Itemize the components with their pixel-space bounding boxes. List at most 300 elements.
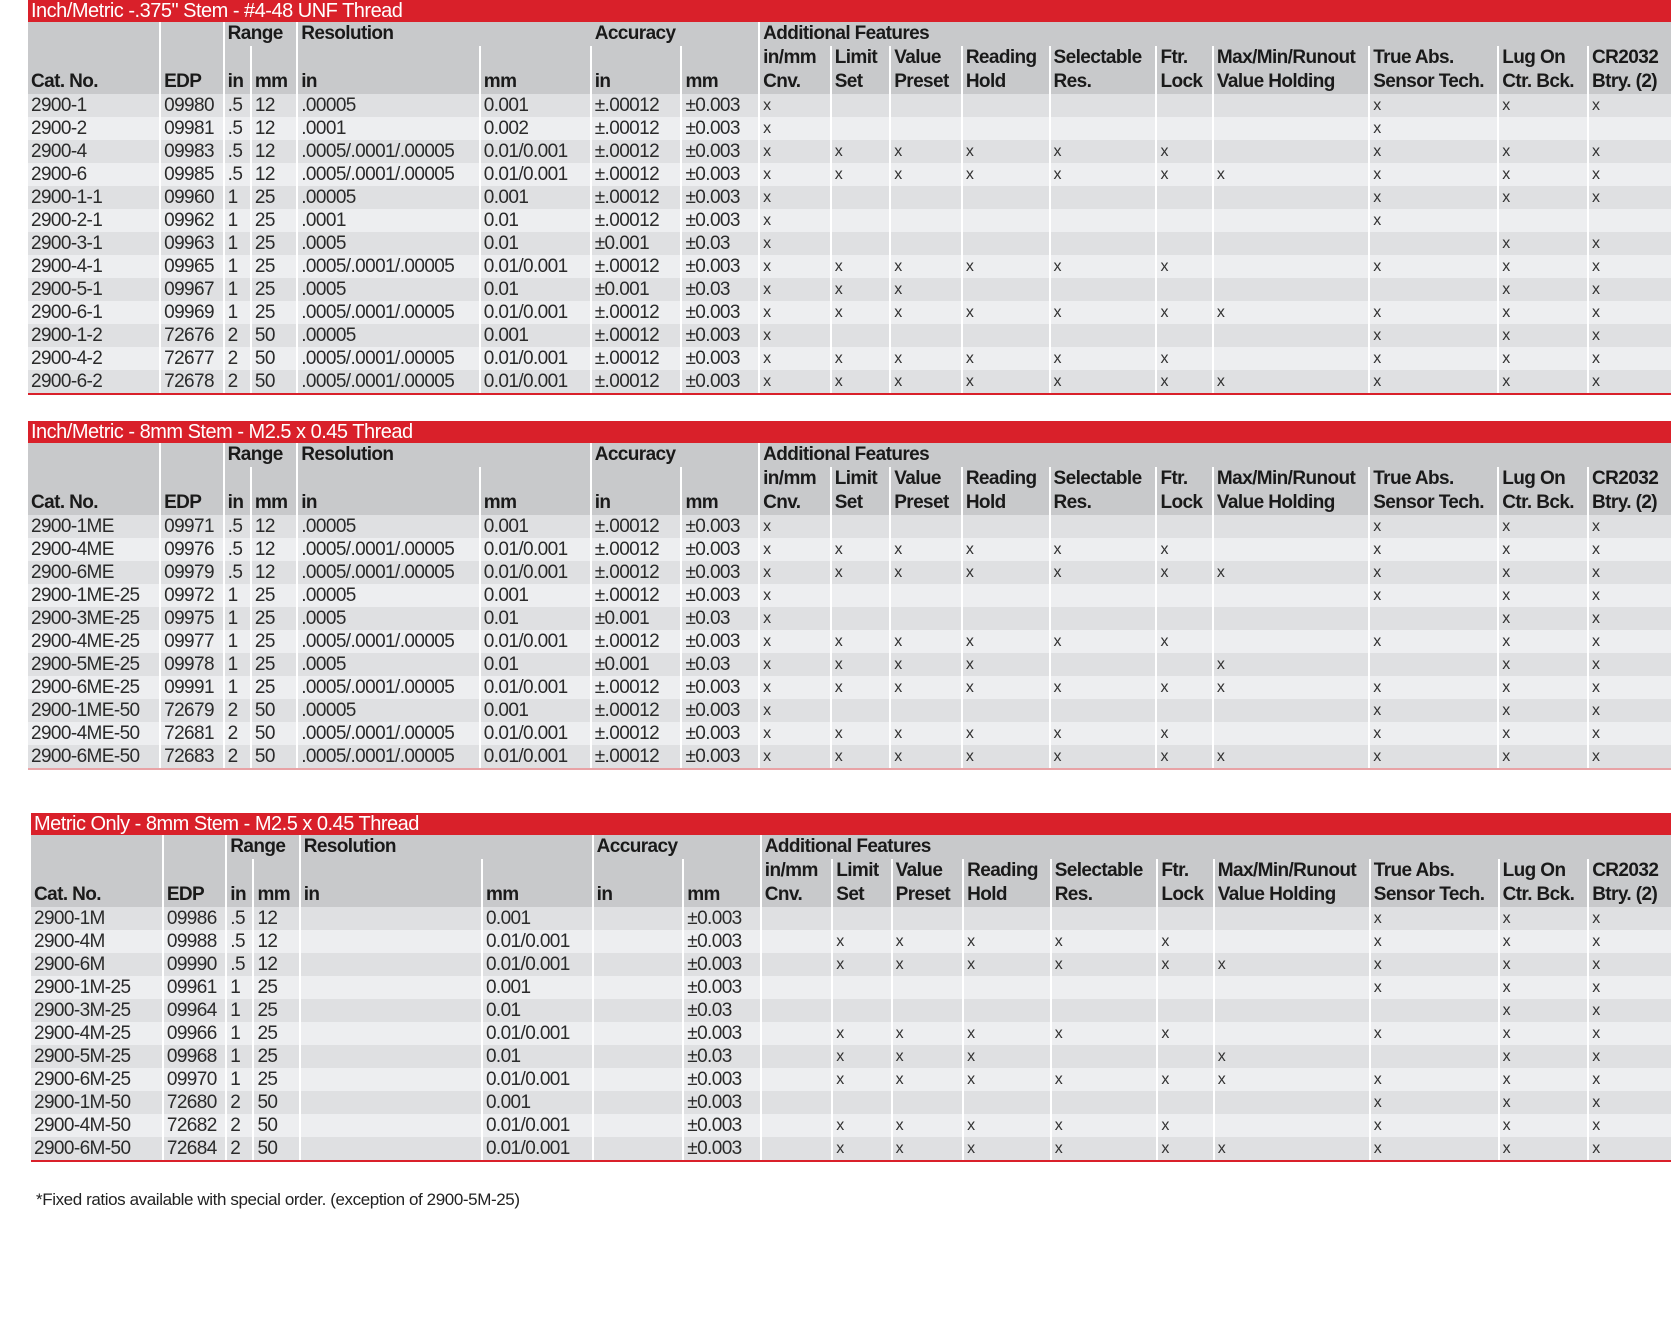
resolution-mm-cell: 0.01/0.001 (480, 301, 591, 324)
feature-limit-set-cell (832, 907, 891, 930)
range-mm-cell: 25 (253, 1022, 299, 1045)
accuracy-mm-cell: ±0.003 (681, 538, 759, 561)
range-in-cell: 1 (224, 607, 251, 630)
feature-lug-on-ctr-bck-cell: x (1498, 538, 1588, 561)
header-limit-set-line1: Limit (831, 46, 891, 70)
feature-reading-hold-cell (963, 907, 1051, 930)
header-blank (160, 467, 224, 491)
resolution-in-cell (300, 999, 482, 1022)
resolution-in-cell: .00005 (297, 94, 480, 117)
feature-reading-hold-cell: x (962, 370, 1050, 393)
feature-ftr-lock-cell (1157, 999, 1213, 1022)
table-row (28, 301, 1671, 324)
header-resolution-in: in (297, 70, 480, 94)
feature-true-abs-sensor-cell (1370, 1045, 1499, 1068)
feature-limit-set-cell (831, 186, 891, 209)
range-in-cell: .5 (224, 538, 251, 561)
header-ftr-lock-line1: Ftr. (1156, 46, 1212, 70)
feature-value-preset-cell: x (892, 1137, 963, 1160)
edp-cell: 72682 (163, 1114, 226, 1137)
section-inch-metric-375-stem (28, 0, 1671, 395)
table-row (31, 907, 1671, 930)
cat-no-cell: 2900-5-1 (28, 278, 160, 301)
edp-cell: 09977 (160, 630, 224, 653)
resolution-mm-cell: 0.001 (482, 1091, 593, 1114)
accuracy-in-cell: ±.00012 (591, 699, 682, 722)
header-blank (160, 46, 224, 70)
feature-max-min-runout-cell: x (1214, 1137, 1370, 1160)
edp-cell: 72680 (163, 1091, 226, 1114)
range-in-cell: 1 (224, 676, 251, 699)
feature-cr2032-btry-cell: x (1588, 745, 1671, 768)
header-resolution: Resolution (300, 835, 593, 859)
feature-selectable-res-cell (1051, 1091, 1158, 1114)
feature-cr2032-btry-cell: x (1588, 370, 1671, 393)
resolution-mm-cell: 0.01/0.001 (480, 140, 591, 163)
range-in-cell: 2 (224, 347, 251, 370)
feature-limit-set-cell: x (831, 278, 891, 301)
header-ftr-lock-line2: Lock (1157, 883, 1213, 907)
feature-reading-hold-cell (962, 94, 1050, 117)
feature-lug-on-ctr-bck-cell: x (1498, 630, 1588, 653)
header-max-min-runout-line2: Value Holding (1214, 883, 1370, 907)
range-in-cell: 1 (226, 976, 253, 999)
feature-selectable-res-cell: x (1050, 745, 1157, 768)
table-row (31, 1068, 1671, 1091)
feature-ftr-lock-cell: x (1157, 1137, 1213, 1160)
feature-value-preset-cell (892, 999, 963, 1022)
header-cat-no: Cat. No. (31, 883, 163, 907)
accuracy-mm-cell: ±0.003 (681, 324, 759, 347)
header-range-in: in (226, 883, 253, 907)
range-in-cell: .5 (224, 163, 251, 186)
feature-lug-on-ctr-bck-cell: x (1499, 1022, 1589, 1045)
accuracy-mm-cell: ±0.003 (683, 953, 761, 976)
header-value-preset-line1: Value (890, 467, 962, 491)
header-cat-no: Cat. No. (28, 70, 160, 94)
feature-value-preset-cell (890, 324, 962, 347)
feature-in-mm-cnv-cell (761, 1091, 832, 1114)
resolution-mm-cell: 0.01/0.001 (480, 163, 591, 186)
header-cr2032-btry-line1: CR2032 (1588, 467, 1671, 491)
header-selectable-res-line1: Selectable (1050, 467, 1157, 491)
resolution-in-cell: .0005/.0001/.00005 (297, 722, 480, 745)
feature-value-preset-cell (890, 186, 962, 209)
header-reading-hold-line1: Reading (963, 859, 1051, 883)
header-lug-on-ctr-bck-line1: Lug On (1499, 859, 1589, 883)
edp-cell: 09967 (160, 278, 224, 301)
feature-value-preset-cell: x (890, 561, 962, 584)
feature-lug-on-ctr-bck-cell: x (1499, 1137, 1589, 1160)
feature-ftr-lock-cell (1156, 186, 1212, 209)
feature-lug-on-ctr-bck-cell: x (1498, 347, 1588, 370)
table-row (31, 1114, 1671, 1137)
resolution-mm-cell: 0.01/0.001 (480, 538, 591, 561)
resolution-in-cell: .00005 (297, 324, 480, 347)
feature-in-mm-cnv-cell: x (759, 722, 831, 745)
accuracy-in-cell: ±.00012 (591, 745, 682, 768)
edp-cell: 09975 (160, 607, 224, 630)
edp-cell: 09972 (160, 584, 224, 607)
feature-true-abs-sensor-cell: x (1369, 584, 1498, 607)
edp-cell: 09962 (160, 209, 224, 232)
feature-max-min-runout-cell: x (1213, 653, 1369, 676)
header-blank (160, 443, 224, 467)
edp-cell: 72684 (163, 1137, 226, 1160)
header-range-in: in (224, 491, 251, 515)
feature-ftr-lock-cell: x (1156, 347, 1212, 370)
resolution-in-cell: .0005/.0001/.00005 (297, 255, 480, 278)
accuracy-mm-cell: ±0.03 (683, 1045, 761, 1068)
edp-cell: 09966 (163, 1022, 226, 1045)
header-additional-features: Additional Features (761, 835, 1671, 859)
feature-max-min-runout-cell (1213, 117, 1369, 140)
header-blank (251, 467, 297, 491)
header-in-mm-cnv-line2: Cnv. (759, 70, 831, 94)
edp-cell: 72681 (160, 722, 224, 745)
feature-max-min-runout-cell (1213, 232, 1369, 255)
range-mm-cell: 12 (253, 930, 299, 953)
header-resolution-in: in (297, 491, 480, 515)
feature-limit-set-cell: x (831, 630, 891, 653)
feature-true-abs-sensor-cell: x (1370, 1114, 1499, 1137)
cat-no-cell: 2900-4ME-50 (28, 722, 160, 745)
feature-true-abs-sensor-cell: x (1369, 186, 1498, 209)
feature-true-abs-sensor-cell (1369, 607, 1498, 630)
feature-true-abs-sensor-cell: x (1369, 722, 1498, 745)
feature-true-abs-sensor-cell: x (1369, 561, 1498, 584)
feature-max-min-runout-cell: x (1214, 1068, 1370, 1091)
spec-table (28, 22, 1671, 393)
feature-selectable-res-cell: x (1051, 930, 1158, 953)
header-accuracy-in: in (591, 70, 682, 94)
header-cr2032-btry-line2: Btry. (2) (1588, 70, 1671, 94)
edp-cell: 09968 (163, 1045, 226, 1068)
feature-cr2032-btry-cell: x (1588, 976, 1671, 999)
header-blank (681, 46, 759, 70)
header-limit-set-line1: Limit (831, 467, 891, 491)
feature-in-mm-cnv-cell: x (759, 163, 831, 186)
range-mm-cell: 50 (253, 1137, 299, 1160)
accuracy-in-cell (593, 1137, 684, 1160)
accuracy-mm-cell: ±0.003 (683, 930, 761, 953)
resolution-in-cell: .0005/.0001/.00005 (297, 745, 480, 768)
resolution-mm-cell: 0.01 (482, 1045, 593, 1068)
header-lug-on-ctr-bck-line2: Ctr. Bck. (1498, 70, 1588, 94)
resolution-in-cell: .00005 (297, 699, 480, 722)
header-blank (31, 835, 163, 859)
resolution-mm-cell: 0.001 (482, 907, 593, 930)
feature-lug-on-ctr-bck-cell: x (1498, 607, 1588, 630)
feature-true-abs-sensor-cell: x (1370, 1068, 1499, 1091)
range-mm-cell: 50 (251, 347, 297, 370)
accuracy-in-cell: ±.00012 (591, 515, 682, 538)
accuracy-mm-cell: ±0.003 (683, 1022, 761, 1045)
header-lug-on-ctr-bck-line1: Lug On (1498, 467, 1588, 491)
feature-selectable-res-cell (1050, 584, 1157, 607)
feature-in-mm-cnv-cell: x (759, 515, 831, 538)
table-row (28, 163, 1671, 186)
accuracy-in-cell: ±0.001 (591, 607, 682, 630)
feature-value-preset-cell: x (890, 722, 962, 745)
resolution-in-cell (300, 1068, 482, 1091)
feature-max-min-runout-cell (1213, 209, 1369, 232)
feature-true-abs-sensor-cell: x (1370, 1091, 1499, 1114)
cat-no-cell: 2900-4M-25 (31, 1022, 163, 1045)
header-blank (482, 859, 593, 883)
feature-value-preset-cell (892, 1091, 963, 1114)
header-blank (683, 859, 761, 883)
feature-in-mm-cnv-cell: x (759, 561, 831, 584)
table-row (31, 1022, 1671, 1045)
range-in-cell: 2 (224, 370, 251, 393)
feature-cr2032-btry-cell: x (1588, 722, 1671, 745)
feature-max-min-runout-cell: x (1213, 370, 1369, 393)
feature-cr2032-btry-cell: x (1588, 607, 1671, 630)
table-row (28, 324, 1671, 347)
range-mm-cell: 25 (251, 676, 297, 699)
feature-selectable-res-cell: x (1051, 953, 1158, 976)
feature-true-abs-sensor-cell: x (1370, 976, 1499, 999)
feature-lug-on-ctr-bck-cell: x (1498, 745, 1588, 768)
header-blank (28, 467, 160, 491)
accuracy-in-cell (593, 976, 684, 999)
range-in-cell: 1 (226, 1068, 253, 1091)
feature-true-abs-sensor-cell: x (1370, 907, 1499, 930)
feature-in-mm-cnv-cell: x (759, 232, 831, 255)
table-row (28, 561, 1671, 584)
feature-value-preset-cell: x (890, 255, 962, 278)
header-limit-set-line2: Set (832, 883, 891, 907)
feature-in-mm-cnv-cell: x (759, 347, 831, 370)
cat-no-cell: 2900-4M-50 (31, 1114, 163, 1137)
feature-cr2032-btry-cell: x (1588, 699, 1671, 722)
resolution-mm-cell: 0.01/0.001 (482, 953, 593, 976)
feature-value-preset-cell: x (890, 163, 962, 186)
cat-no-cell: 2900-5M-25 (31, 1045, 163, 1068)
feature-ftr-lock-cell: x (1156, 255, 1212, 278)
resolution-in-cell: .0005/.0001/.00005 (297, 347, 480, 370)
header-selectable-res-line2: Res. (1050, 491, 1157, 515)
resolution-in-cell: .0005/.0001/.00005 (297, 140, 480, 163)
accuracy-mm-cell: ±0.03 (681, 607, 759, 630)
edp-cell: 09978 (160, 653, 224, 676)
feature-selectable-res-cell (1050, 515, 1157, 538)
feature-cr2032-btry-cell: x (1588, 1137, 1671, 1160)
header-selectable-res-line2: Res. (1051, 883, 1158, 907)
range-mm-cell: 12 (251, 140, 297, 163)
feature-ftr-lock-cell (1156, 699, 1212, 722)
edp-cell: 09963 (160, 232, 224, 255)
feature-ftr-lock-cell (1156, 117, 1212, 140)
edp-cell: 09985 (160, 163, 224, 186)
feature-true-abs-sensor-cell: x (1370, 1022, 1499, 1045)
feature-limit-set-cell (832, 1091, 891, 1114)
range-mm-cell: 25 (253, 976, 299, 999)
resolution-mm-cell: 0.001 (480, 94, 591, 117)
header-resolution: Resolution (297, 443, 590, 467)
feature-limit-set-cell: x (831, 538, 891, 561)
range-mm-cell: 50 (251, 722, 297, 745)
section-inch-metric-8mm-stem (28, 421, 1671, 770)
feature-reading-hold-cell (962, 607, 1050, 630)
feature-true-abs-sensor-cell: x (1369, 538, 1498, 561)
feature-limit-set-cell: x (831, 722, 891, 745)
header-additional-features: Additional Features (759, 22, 1671, 46)
feature-reading-hold-cell: x (962, 745, 1050, 768)
feature-reading-hold-cell: x (962, 676, 1050, 699)
range-mm-cell: 12 (251, 515, 297, 538)
accuracy-mm-cell: ±0.03 (683, 999, 761, 1022)
feature-selectable-res-cell: x (1050, 370, 1157, 393)
header-value-preset-line2: Preset (890, 70, 962, 94)
feature-in-mm-cnv-cell: x (759, 324, 831, 347)
header-reading-hold-line1: Reading (962, 467, 1050, 491)
feature-in-mm-cnv-cell (761, 999, 832, 1022)
feature-value-preset-cell: x (890, 347, 962, 370)
resolution-mm-cell: 0.01 (480, 209, 591, 232)
feature-value-preset-cell: x (890, 538, 962, 561)
range-mm-cell: 25 (253, 1045, 299, 1068)
feature-reading-hold-cell: x (962, 140, 1050, 163)
table-row (31, 1137, 1671, 1160)
feature-selectable-res-cell: x (1051, 1114, 1158, 1137)
accuracy-in-cell: ±.00012 (591, 117, 682, 140)
feature-ftr-lock-cell (1156, 232, 1212, 255)
resolution-mm-cell: 0.01/0.001 (480, 255, 591, 278)
range-mm-cell: 12 (253, 907, 299, 930)
feature-in-mm-cnv-cell: x (759, 745, 831, 768)
range-mm-cell: 25 (251, 653, 297, 676)
cat-no-cell: 2900-4-2 (28, 347, 160, 370)
edp-cell: 09960 (160, 186, 224, 209)
range-in-cell: 1 (224, 255, 251, 278)
feature-value-preset-cell: x (892, 1114, 963, 1137)
feature-cr2032-btry-cell: x (1588, 953, 1671, 976)
feature-max-min-runout-cell (1214, 930, 1370, 953)
feature-true-abs-sensor-cell: x (1369, 163, 1498, 186)
feature-reading-hold-cell: x (963, 1137, 1051, 1160)
header-blank (28, 46, 160, 70)
feature-selectable-res-cell (1050, 186, 1157, 209)
resolution-in-cell (300, 953, 482, 976)
feature-selectable-res-cell (1050, 94, 1157, 117)
feature-in-mm-cnv-cell: x (759, 584, 831, 607)
feature-in-mm-cnv-cell: x (759, 117, 831, 140)
header-max-min-runout-line1: Max/Min/Runout (1213, 467, 1369, 491)
cat-no-cell: 2900-4ME (28, 538, 160, 561)
feature-in-mm-cnv-cell: x (759, 94, 831, 117)
header-blank (253, 859, 299, 883)
feature-limit-set-cell: x (832, 1068, 891, 1091)
feature-ftr-lock-cell: x (1156, 630, 1212, 653)
feature-reading-hold-cell (963, 1091, 1051, 1114)
section-title-banner: Inch/Metric -.375" Stem - #4-48 UNF Thread (28, 0, 1671, 22)
resolution-in-cell: .00005 (297, 584, 480, 607)
feature-cr2032-btry-cell: x (1588, 1022, 1671, 1045)
feature-true-abs-sensor-cell: x (1369, 117, 1498, 140)
header-blank (591, 467, 682, 491)
feature-true-abs-sensor-cell: x (1370, 930, 1499, 953)
feature-value-preset-cell (892, 907, 963, 930)
range-in-cell: 1 (226, 1022, 253, 1045)
header-blank (163, 835, 226, 859)
header-accuracy-in: in (591, 491, 682, 515)
feature-value-preset-cell (890, 209, 962, 232)
feature-ftr-lock-cell: x (1156, 538, 1212, 561)
resolution-in-cell (300, 1091, 482, 1114)
range-in-cell: .5 (226, 953, 253, 976)
table-row (28, 232, 1671, 255)
range-in-cell: 2 (226, 1137, 253, 1160)
resolution-in-cell (300, 1114, 482, 1137)
feature-in-mm-cnv-cell: x (759, 653, 831, 676)
feature-true-abs-sensor-cell: x (1370, 953, 1499, 976)
header-in-mm-cnv-line2: Cnv. (761, 883, 832, 907)
section-title-banner: Metric Only - 8mm Stem - M2.5 x 0.45 Thread (31, 813, 1671, 835)
range-mm-cell: 25 (251, 630, 297, 653)
feature-ftr-lock-cell (1156, 584, 1212, 607)
cat-no-cell: 2900-3ME-25 (28, 607, 160, 630)
accuracy-in-cell (593, 907, 684, 930)
feature-selectable-res-cell (1050, 699, 1157, 722)
feature-selectable-res-cell: x (1050, 163, 1157, 186)
feature-in-mm-cnv-cell: x (759, 140, 831, 163)
header-lug-on-ctr-bck-line1: Lug On (1498, 46, 1588, 70)
cat-no-cell: 2900-4-1 (28, 255, 160, 278)
feature-reading-hold-cell: x (962, 653, 1050, 676)
feature-max-min-runout-cell: x (1213, 301, 1369, 324)
header-ftr-lock-line1: Ftr. (1157, 859, 1213, 883)
feature-true-abs-sensor-cell: x (1369, 209, 1498, 232)
section-title-banner: Inch/Metric - 8mm Stem - M2.5 x 0.45 Thread (28, 421, 1671, 443)
accuracy-in-cell: ±.00012 (591, 584, 682, 607)
header-reading-hold-line2: Hold (963, 883, 1051, 907)
feature-reading-hold-cell (962, 186, 1050, 209)
range-mm-cell: 25 (251, 255, 297, 278)
edp-cell: 09965 (160, 255, 224, 278)
header-range: Range (224, 443, 298, 467)
range-mm-cell: 12 (251, 538, 297, 561)
accuracy-in-cell: ±.00012 (591, 324, 682, 347)
resolution-in-cell: .0001 (297, 117, 480, 140)
resolution-mm-cell: 0.01/0.001 (480, 676, 591, 699)
range-in-cell: 1 (224, 232, 251, 255)
range-mm-cell: 50 (251, 699, 297, 722)
header-accuracy-mm: mm (681, 70, 759, 94)
feature-in-mm-cnv-cell (761, 976, 832, 999)
accuracy-in-cell: ±0.001 (591, 232, 682, 255)
feature-lug-on-ctr-bck-cell: x (1498, 232, 1588, 255)
feature-value-preset-cell: x (890, 745, 962, 768)
section-metric-only-8mm-stem (31, 813, 1671, 1162)
cat-no-cell: 2900-6M (31, 953, 163, 976)
feature-limit-set-cell (831, 117, 891, 140)
feature-cr2032-btry-cell: x (1588, 561, 1671, 584)
feature-selectable-res-cell: x (1051, 1137, 1158, 1160)
feature-true-abs-sensor-cell: x (1369, 255, 1498, 278)
resolution-in-cell: .0005/.0001/.00005 (297, 630, 480, 653)
table-bottom-rule (28, 393, 1671, 395)
range-in-cell: 2 (224, 324, 251, 347)
feature-lug-on-ctr-bck-cell: x (1499, 1045, 1589, 1068)
feature-in-mm-cnv-cell (761, 1114, 832, 1137)
feature-limit-set-cell: x (831, 676, 891, 699)
header-true-abs-sensor-line2: Sensor Tech. (1369, 70, 1498, 94)
feature-lug-on-ctr-bck-cell: x (1498, 653, 1588, 676)
feature-lug-on-ctr-bck-cell: x (1499, 907, 1589, 930)
feature-ftr-lock-cell (1156, 653, 1212, 676)
